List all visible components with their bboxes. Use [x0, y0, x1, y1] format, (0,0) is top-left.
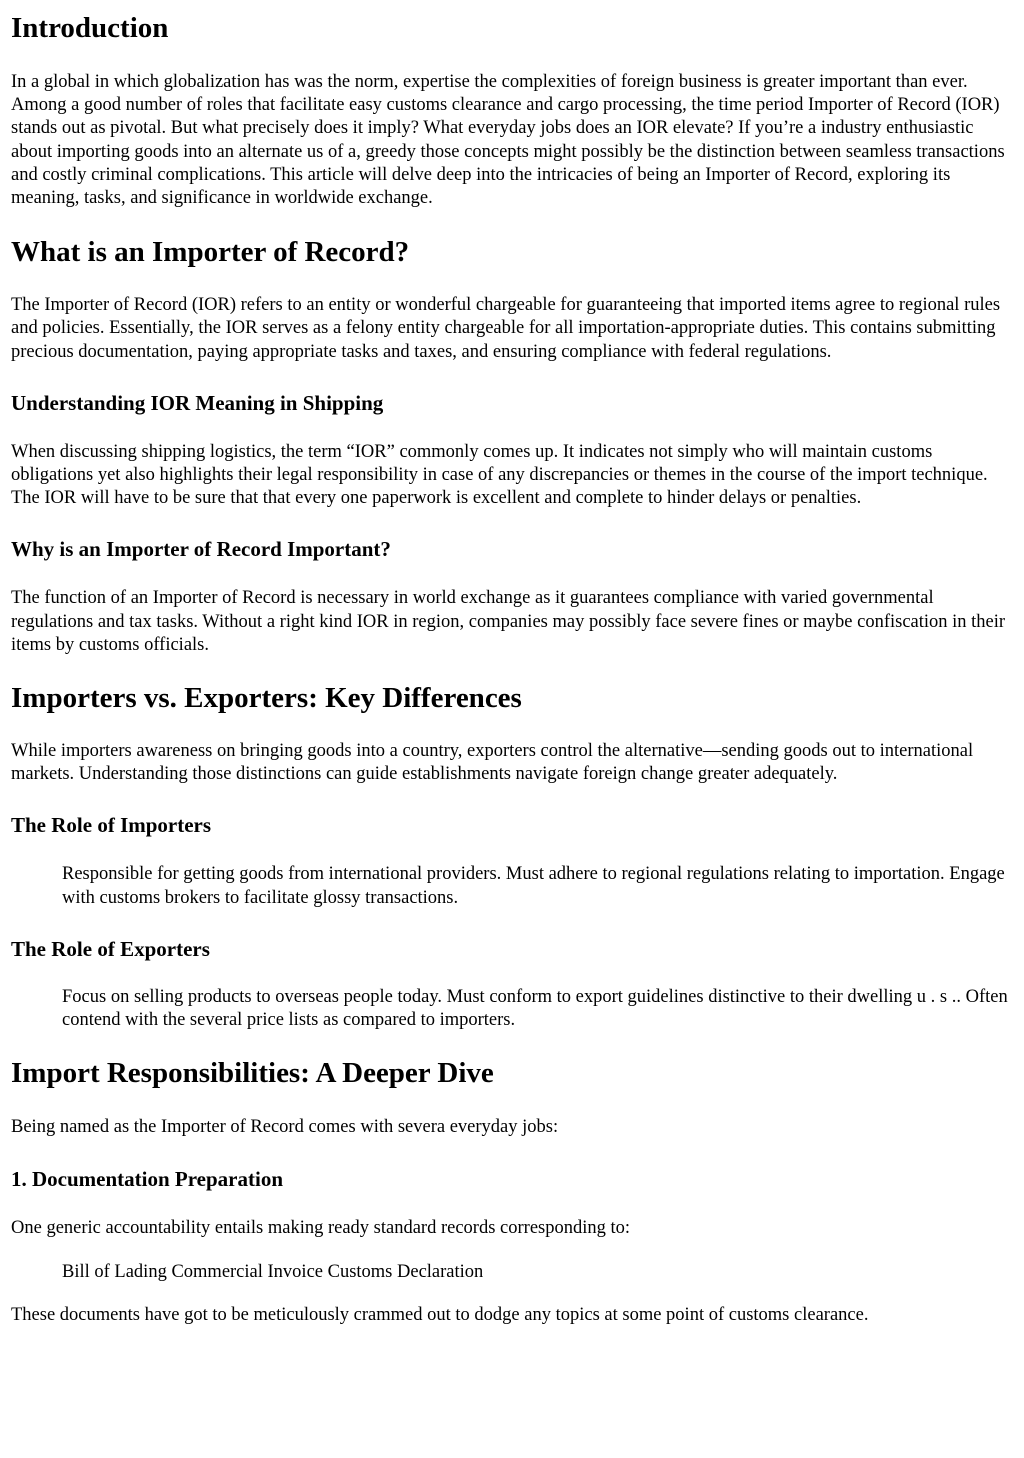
subheading-role-of-exporters: The Role of Exporters — [11, 936, 210, 961]
what-is-ior-paragraph: The Importer of Record (IOR) refers to an entity or wonderful chargeable for guaranteeing that imported items agree to regional rules and policies. Essentially, the IOR serves as a felony entity chargeable for all importation-appropriate duties. This contains submitting precious documentation, paying appropriate tasks and taxes, and ensuring compliance with federal regulations. — [11, 295, 1001, 362]
ior-meaning-paragraph: When discussing shipping logistics, the term “IOR” commonly comes up. It indicates not simply who will maintain customs obligations yet also highlights their legal responsibility in case of any discrepancies or themes in the course of the import technique. The IOR will have to be sure that that every one paperwork is excellent and complete to hinder delays or penalties. — [11, 441, 988, 509]
documentation-list: Bill of Lading Commercial Invoice Customs Declaration — [62, 1261, 484, 1282]
role-of-exporters-list: Focus on selling products to overseas people today. Must conform to export guidelines distinctive to their dwelling u . s .. Often contend with the several price lists as compared to importers. — [62, 986, 1008, 1031]
why-important-paragraph: The function of an Importer of Record is necessary in world exchange as it guarantees compliance with varied governmental regulations and tax tasks. Without a right kind IOR in region, companies may possibly face severe fines or maybe confiscation in their items by customs officials. — [11, 588, 1006, 655]
subheading-documentation-preparation: 1. Documentation Preparation — [11, 1167, 284, 1192]
intro-paragraph: In a global in which globalization has was the norm, expertise the complexities of foreign business is greater important than ever. Among a good number of roles that facilitate easy customs clearance and cargo processing, the time period Importer of Record (IOR) stands out as pivotal. But what precisely does it imply? What everyday jobs does an IOR elevate? If you’re a industry enthusiastic about importing goods into an alternate us of a, greedy those concepts might possibly be the distinction between seamless transactions and costly criminal complications. This article will delve deep into the intricacies of being an Importer of Record, exploring its meaning, tasks, and significance in worldwide exchange. — [11, 72, 1005, 209]
importers-vs-exporters-paragraph: While importers awareness on bringing goods into a country, exporters control the alternative—sending goods out to international markets. Understanding those distinctions can guide establishments navigate foreign change greater adequately. — [11, 741, 974, 785]
section-heading-importers-vs-exporters: Importers vs. Exporters: Key Differences — [11, 682, 522, 715]
section-heading-introduction: Introduction — [11, 12, 169, 44]
subheading-ior-meaning: Understanding IOR Meaning in Shipping — [11, 390, 384, 415]
documentation-paragraph: One generic accountability entails making ready standard records corresponding to: — [11, 1218, 631, 1239]
import-responsibilities-paragraph: Being named as the Importer of Record comes with severa everyday jobs: — [11, 1117, 559, 1138]
section-heading-import-responsibilities: Import Responsibilities: A Deeper Dive — [11, 1057, 494, 1090]
subheading-why-important: Why is an Importer of Record Important? — [11, 537, 391, 562]
subheading-role-of-importers: The Role of Importers — [11, 813, 212, 838]
role-of-importers-list: Responsible for getting goods from international providers. Must adhere to regional regulations relating to importation. Engage with customs brokers to facilitate glossy transactions. — [62, 864, 1005, 908]
article — [0, 12, 1013, 1327]
documentation-note: These documents have got to be meticulously crammed out to dodge any topics at some point of customs clearance. — [11, 1304, 869, 1325]
section-heading-what-is-ior: What is an Importer of Record? — [11, 236, 410, 269]
